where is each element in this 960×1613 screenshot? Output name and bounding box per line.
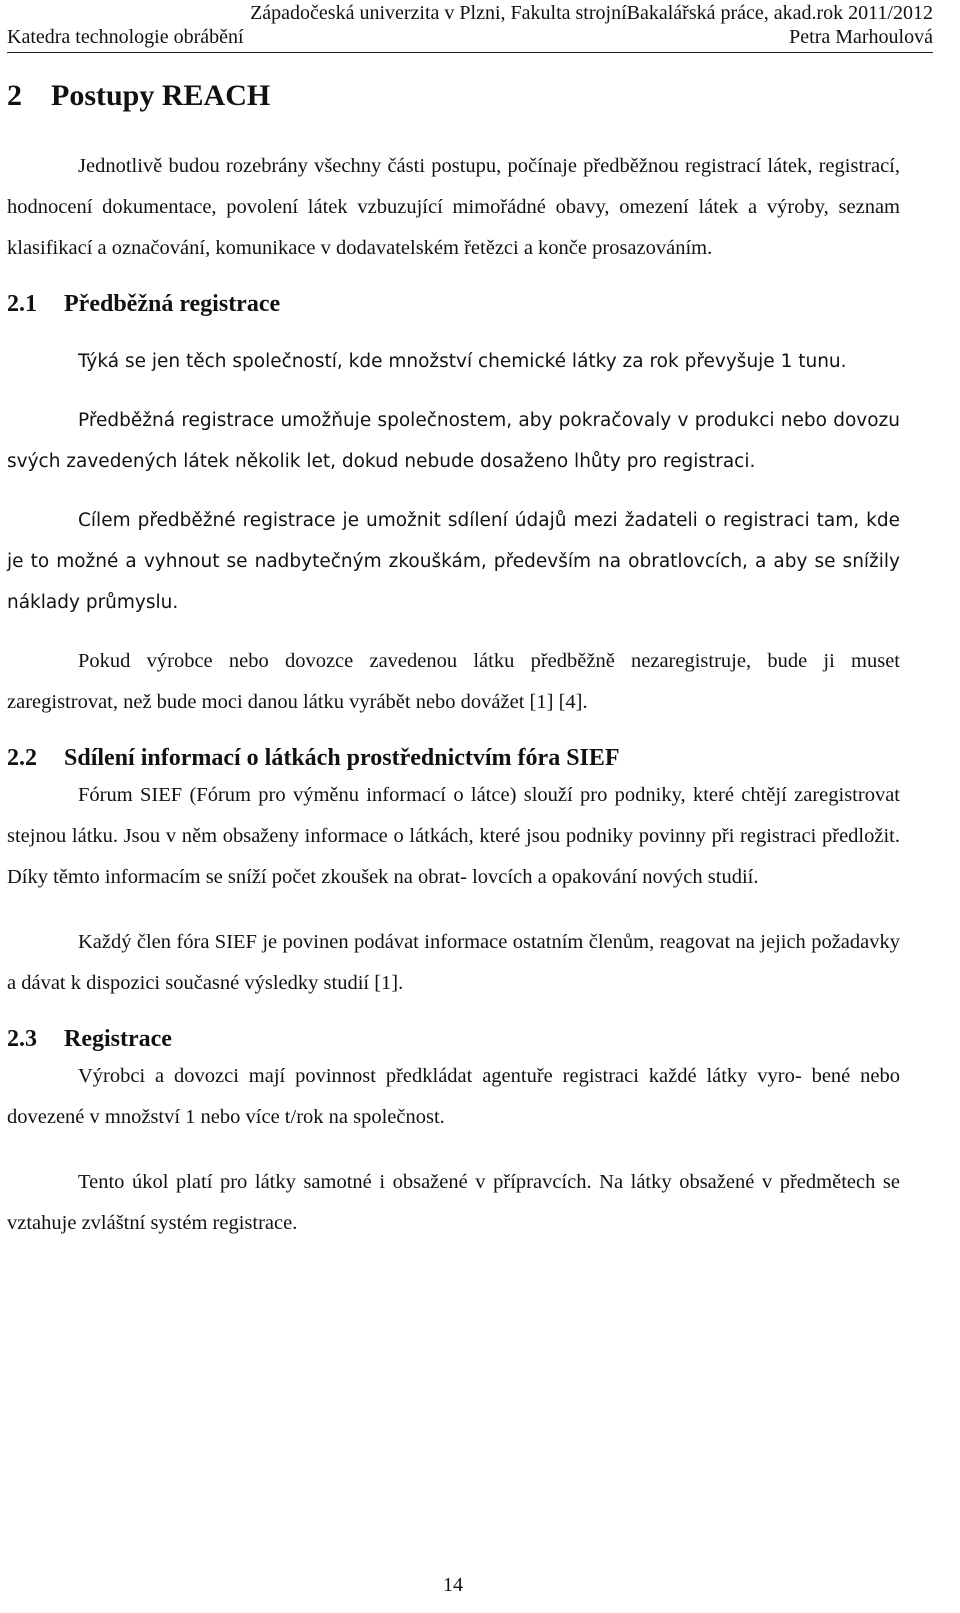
paragraph: Týká se jen těch společností, kde množství chemické látky za rok převyšuje 1 tunu. bbox=[78, 351, 847, 372]
chapter-intro: Jednotlivě budou rozebrány všechny části postupu, počínaje předběžnou registrací látek, registrací, hodnocení dokumentace, povolení látek vzbuzující mimořádné obavy, omezení látek a výroby, seznam klasifikací a označování, komunikace v dodavatelském řetězci a konče prosazováním. bbox=[7, 155, 900, 259]
paragraph: Tento úkol platí pro látky samotné i obsažené v přípravcích. Na látky obsažené v předmětech se vztahuje zvláštní systém registrace. bbox=[7, 1171, 900, 1234]
section-number: 2.3 bbox=[7, 1026, 37, 1052]
section-number: 2.2 bbox=[7, 745, 37, 771]
chapter-number: 2 bbox=[7, 79, 22, 112]
section-heading-2-3 bbox=[7, 1022, 900, 1056]
section-title: Registrace bbox=[64, 1026, 172, 1052]
section-title: Předběžná registrace bbox=[64, 291, 281, 317]
page-content bbox=[7, 74, 900, 1244]
section-heading-2-1 bbox=[7, 287, 900, 321]
header-institution: Západočeská univerzita v Plzni, Fakulta strojníBakalářská práce, akad.rok 2011/2012 bbox=[250, 2, 933, 24]
paragraph: Výrobci a dovozci mají povinnost předkládat agentuře registraci každé látky vyro- bené nebo dovezené v množství 1 nebo více t/rok na společnost. bbox=[7, 1065, 900, 1128]
paragraph: Předběžná registrace umožňuje společnostem, aby pokračovaly v produkci nebo dovozu svých zavedených látek několik let, dokud nebude dosaženo lhůty pro registraci. bbox=[7, 410, 900, 472]
section-title: Sdílení informací o látkách prostřednictvím fóra SIEF bbox=[64, 745, 620, 771]
paragraph: Cílem předběžné registrace je umožnit sdílení údajů mezi žadateli o registraci tam, kde je to možné a vyhnout se nadbytečným zkouškám, především na obratlovcích, a aby se snížily náklady průmyslu. bbox=[7, 510, 900, 613]
page-number: 14 bbox=[443, 1574, 463, 1596]
paragraph: Pokud výrobce nebo dovozce zavedenou látku předběžně nezaregistruje, bude ji muset zaregistrovat, než bude moci danou látku vyrábět nebo dovážet [1] [4]. bbox=[7, 650, 900, 713]
section-heading-2-2 bbox=[7, 741, 900, 775]
paragraph: Každý člen fóra SIEF je povinen podávat informace ostatním členům, reagovat na jejich požadavky a dávat k dispozici současné výsledky studií [1]. bbox=[7, 931, 900, 994]
paragraph: Fórum SIEF (Fórum pro výměnu informací o látce) slouží pro podniky, které chtějí zaregistrovat stejnou látku. Jsou v něm obsaženy informace o látkách, které jsou podniky povinny při registraci předložit. Díky těmto informacím se sníží počet zkoušek na obrat- lovcích a opakování nových studií. bbox=[7, 784, 900, 888]
chapter-title: Postupy REACH bbox=[51, 79, 271, 112]
header-author: Petra Marhoulová bbox=[789, 26, 933, 48]
header-department: Katedra technologie obrábění bbox=[7, 26, 244, 48]
running-header bbox=[7, 0, 933, 53]
section-number: 2.1 bbox=[7, 291, 37, 317]
chapter-heading bbox=[7, 74, 900, 118]
